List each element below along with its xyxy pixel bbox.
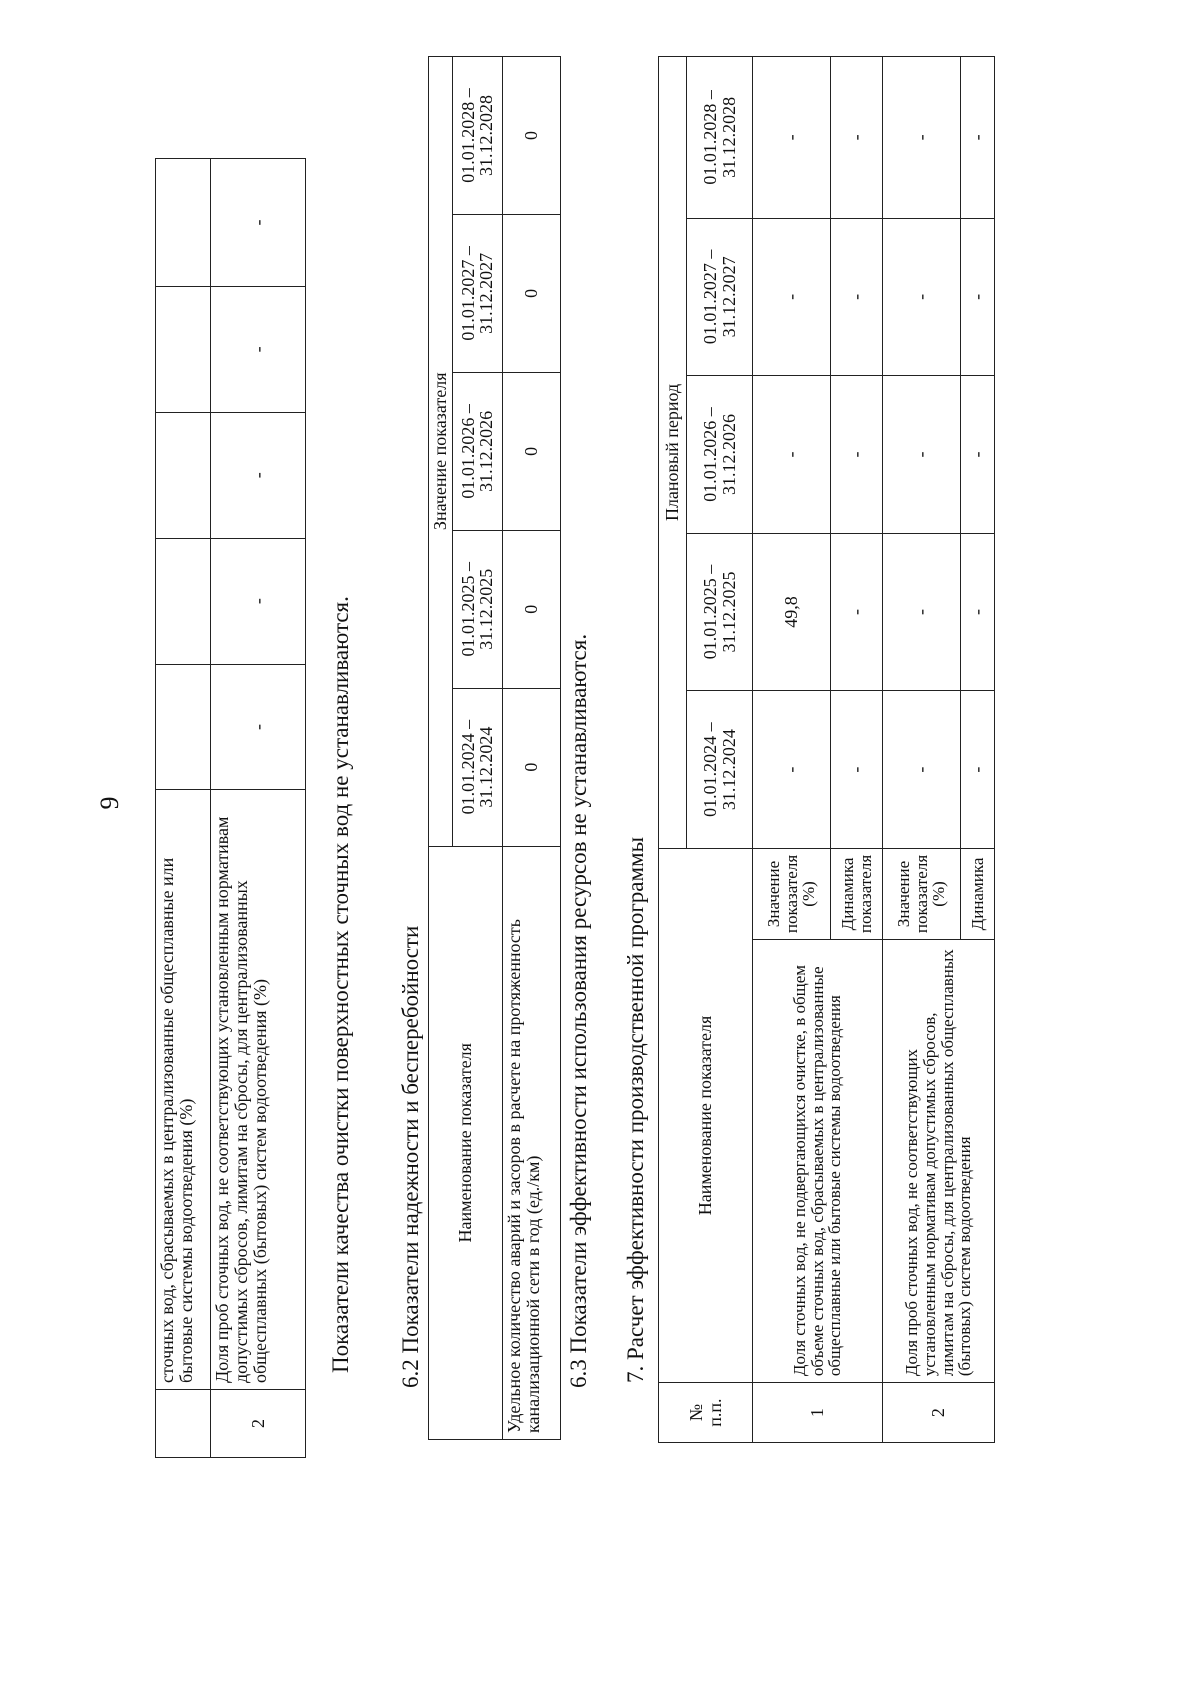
value-cell: 0 [502,57,560,215]
value-cell: 0 [502,372,560,530]
table-row: 2 Доля проб сточных вод, не соответствующих установленным нормативам допустимых сбросов, лимитам на сбросы, для централизованных общесплавных (бытовых) систем водоотведения (%) - - - - - [211,159,306,1458]
sub-label: Динамика [961,848,995,939]
table-header-row [659,57,687,1443]
period-header: 01.01.2025 – 31.12.2025 [687,533,753,691]
period-header: 01.01.2024 – 31.12.2024 [687,691,753,849]
reliability-table [428,56,561,1440]
sub-label: Динамика показателя [831,848,883,939]
table-row [502,57,560,1440]
table-row: 1 Доля сточных вод, не подвергающихся очистке, в общем объеме сточных вод, сбрасываемых в централизованные общесплавные или бытовые системы водоотведения Значение показателя (%) - 49,8 - - - [753,57,831,1443]
period-header: 01.01.2026 – 31.12.2026 [687,376,753,534]
section-7-table-wrap [658,56,995,1443]
header-indicator-name: Наименование показателя [429,846,503,1439]
sub-label: Значение показателя (%) [753,848,831,939]
table-header-row [429,57,453,1440]
section-6-3-title: 6.3 Показатели эффективности использования ресурсов не устанавливаются. [566,633,591,1388]
header-number: № п.п. [659,1383,753,1443]
row-number: 1 [753,1383,883,1443]
empty-cell [156,1390,211,1458]
surface-water-note: Показатели качества очистки поверхностных сточных вод не устанавливаются. [328,596,353,1373]
continued-indicator-text: сточных вод, сбрасываемых в централизованные общесплавные или бытовые системы водоотведения (%) [156,790,211,1390]
table-continuation [155,158,306,1458]
section-6-2-table-wrap [428,56,561,1440]
table-row [156,159,211,1458]
table-row: 2 Доля проб сточных вод, не соответствующих установленным нормативам допустимых сбросов, лимитам на сбросы, для централизованных общесплавных (бытовых) систем водоотведения Значение показателя (%) - - - - - [883,57,961,1443]
value-cell: 0 [502,688,560,846]
value-cell: 0 [502,214,560,372]
period-header: 01.01.2028 – 31.12.2028 [687,57,753,219]
sub-label: Значение показателя (%) [883,848,961,939]
value-cell: 0 [502,530,560,688]
period-header: 01.01.2028 – 31.12.2028 [452,57,502,215]
indicator-name: Доля сточных вод, не подвергающихся очистке, в общем объеме сточных вод, сбрасываемых в централизованные общесплавные или бытовые системы водоотведения [753,940,883,1383]
indicator-name: Удельное количество аварий и засоров в расчете на протяженность канализационной сети в год (ед./км) [502,846,560,1439]
continuation-table [155,158,306,1458]
period-header: 01.01.2025 – 31.12.2025 [452,530,502,688]
period-header: 01.01.2027 – 31.12.2027 [452,214,502,372]
section-7-title: 7. Расчет эффективности производственной программы [623,836,648,1383]
section-6-2-title: 6.2 Показатели надежности и бесперебойности [398,925,423,1388]
efficiency-table [658,56,995,1443]
table-row: Динамика - - - - - [961,57,995,1443]
indicator-name: Доля проб сточных вод, не соответствующих установленным нормативам допустимых сбросов, лимитам на сбросы, для централизованных общесплавных (бытовых) систем водоотведения (%) [211,790,306,1390]
table-row: Динамика показателя - - - - - [831,57,883,1443]
period-header: 01.01.2024 – 31.12.2024 [452,688,502,846]
period-header: 01.01.2026 – 31.12.2026 [452,372,502,530]
row-number: 2 [883,1383,995,1443]
header-indicator-value: Значение показателя [429,57,453,847]
indicator-name: Доля проб сточных вод, не соответствующих установленным нормативам допустимых сбросов, лимитам на сбросы, для централизованных общесплавных (бытовых) систем водоотведения [883,940,995,1383]
header-planned-period: Плановый период [659,57,687,849]
page-number: 9 [95,796,124,810]
header-indicator-name: Наименование показателя [659,848,753,1382]
period-header: 01.01.2027 – 31.12.2027 [687,218,753,376]
row-number: 2 [211,1390,306,1458]
